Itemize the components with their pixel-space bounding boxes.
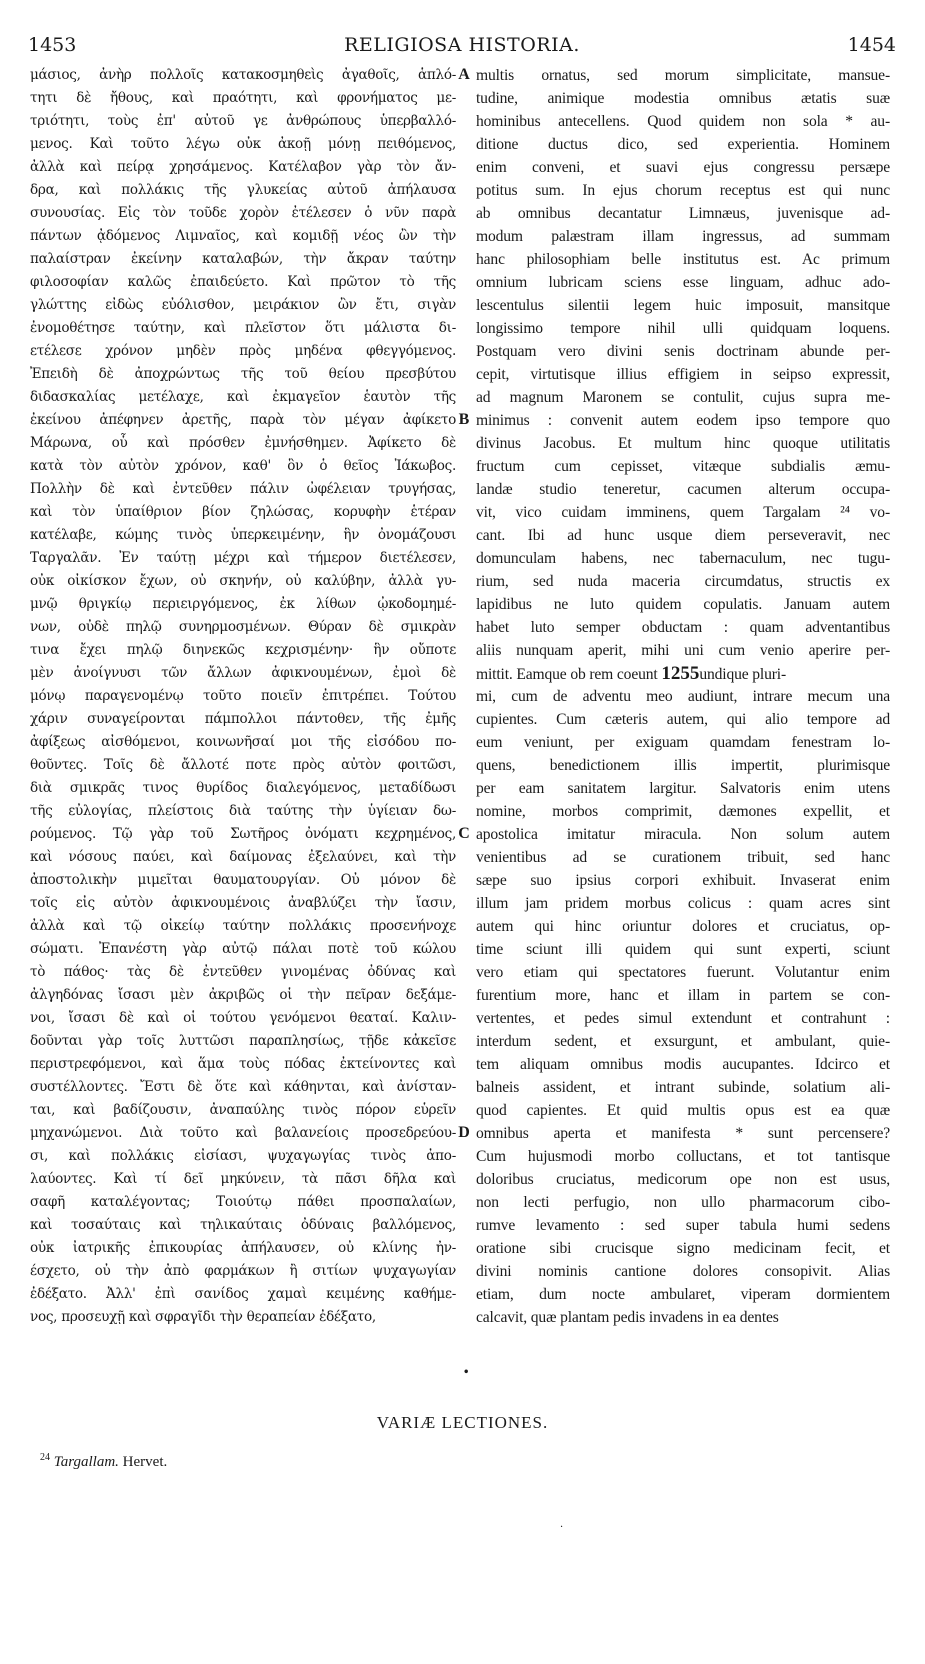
footnote-rest: Hervet. [118,1454,168,1470]
greek-line: τῆς εὐλογίας, πλείστοις διὰ ταύτης τὴν ὑγίειαν δω- [30,803,456,819]
greek-line: πάντων ᾀδόμενος Λιμναῖος, καὶ κομιδῇ νέος ὢν τὴν [30,228,456,244]
greek-line: έσχετο, οὐ τὴν ἀπὸ φαρμάκων ἢ σιτίων ψυχαγωγίαν [30,1263,456,1279]
latin-line: vit, vico cuidam imminens, quem Targalam ²⁴ vo- [476,504,890,521]
greek-line: διδασκαλίας μετέλαχε, καὶ ἐκμαγεῖον ἑαυτὸν τῆς [30,389,456,405]
latin-line: omnium lubricam sciens esse linguam, adhuc ado- [476,274,890,291]
margin-letter: B [458,411,470,428]
page-header [28,34,896,62]
latin-line: quod capientes. Et quid multis opus est ea quæ [476,1102,890,1119]
latin-line: interdum sedent, et exsurgunt, et ambulant, quie- [476,1033,890,1050]
greek-line: ἐνομοθέτησε ταύτην, καὶ πλεῖστον ὅτι μάλιστα δι- [30,320,456,336]
greek-line: Μάρωνα, οὗ καὶ πρόσθεν ἐμνήσθημεν. Ἀφίκετο δὲ [30,435,456,451]
latin-line: divinus Jacobus. Et multum hinc quoque utilitatis [476,435,890,452]
latin-line: mi, cum de adventu meo audiunt, intrare mecum una [476,688,890,705]
latin-line: cepit, virtutisque illius effigiem in seipso expressit, [476,366,890,383]
page-number-right: 1454 [847,34,896,56]
greek-line: σι, καὶ πολλάκις εἰσίασι, ψυχαγωγίας τινὸς ἀπο- [30,1148,456,1164]
greek-line: γλώττης εἰδὼς εὐόλισθον, μειράκιον ὢν ἔτι, σιγὰν [30,297,456,313]
latin-line: habet luto semper obductam : quam adventantibus [476,619,890,636]
greek-line: Πολλὴν δὲ καὶ ἐντεῦθεν πάλιν ὠφέλειαν τρυγήσας, [30,481,456,497]
latin-line: tem aliquam omnibus modis aucupantes. Idcirco et [476,1056,890,1073]
latin-line: hanc philosophiam belle institutus est. Ac primum [476,251,890,268]
latin-line: ad magnum Maronem se contulit, cujus supra me- [476,389,890,406]
greek-line: μηχανώμενοι. Διὰ τοῦτο καὶ βαλανείοις προσεδρεύου- [30,1125,456,1141]
greek-line: συστέλλοντες. Ἔστι δὲ ὅτε καὶ κάθηνται, καὶ ἀνίσταν- [30,1079,456,1095]
column-number: 1255 [661,663,700,684]
latin-line: sæpe suo ipsius corpori exhibuit. Invaserat enim [476,872,890,889]
latin-line: venientibus ad se curationem tribuit, sed hanc [476,849,890,866]
greek-line: καὶ τοσαύταις καὶ τηλικαύταις ὀδύναις βαλλόμενος, [30,1217,456,1233]
greek-line: τοῖς εἰς αὐτὸν ἀφικνουμένοις ἀναβλύζει τὴν ἴασιν, [30,895,456,911]
greek-line: λαύοντες. Καὶ τί δεῖ μηκύνειν, τὰ πᾶσι δῆλα καὶ [30,1171,456,1187]
latin-line: enim conveni, et suavi ejus congressu persæpe [476,159,890,176]
latin-line: quens, benedictionem illis impertit, plurimisque [476,757,890,774]
latin-line: rumve levamento : sed super tabula humi sedens [476,1217,890,1234]
greek-line: νος, προσευχῇ καὶ σφραγῖδι τὴν θεραπείαν ἐδέξατο, [30,1309,376,1325]
latin-line-text: undique pluri- [699,666,787,683]
greek-line: ἀλλὰ καὶ πείρᾳ χρησάμενος. Κατέλαβον γὰρ τὸν ἄν- [30,159,456,175]
latin-line: landæ studio teneretur, cacumen alterum occupa- [476,481,890,498]
latin-line: divini nominis cantione dolores consopivit. Alias [476,1263,890,1280]
greek-line: Ἐπειδὴ δὲ ἀποχρώντως τῆς τοῦ θείου πρεσβύτου [30,366,456,382]
greek-line: δοῦνται γὰρ τοῖς λυττῶσι παραπλησίως, τῇδε κἀκεῖσε [30,1033,456,1049]
greek-line: ρούμενος. Τῷ γὰρ τοῦ Σωτῆρος ὀνόματι κεχρημένος, [30,826,456,842]
greek-line: διὰ σμικρᾶς τινος θυρίδος διαλεγόμενος, μεταδίδωσι [30,780,456,796]
latin-line: lapidibus ne luto quidem copulatis. Januam autem [476,596,890,613]
latin-line: apostolica imitatur miracula. Non solum autem [476,826,890,843]
latin-line: eum veniunt, per exiguam quamdam fenestram lo- [476,734,890,751]
latin-line: oratione sibi crucisque signo medicinam fecit, et [476,1240,890,1257]
latin-line: ab omnibus decantatur Limnæus, juvenisque ad- [476,205,890,222]
latin-line: illum jam pridem morbus colicus : quam acres sint [476,895,890,912]
greek-line: νοι, ἴσασι δὲ καὶ οἱ τούτου γενόμενοι θεαταί. Καλιν- [30,1010,456,1026]
latin-line: longissimo tempore nihil ulli quidquam loquens. [476,320,890,337]
greek-line: ἐκείνου ἀπέφηνεν ἀρετῆς, παρὰ τὸν μέγαν ἀφίκετο [30,412,456,428]
footnote [40,1452,167,1471]
footnote-number: 24 [40,1452,50,1463]
latin-line: modum palæstram illam ingressus, ad summam [476,228,890,245]
greek-line: οὐκ οἰκίσκον ἔχων, οὐ σκηνήν, οὐ καλύβην, ἀλλὰ γυ- [30,573,456,589]
greek-line: θοῦντες. Τοῖς δὲ ἄλλοτέ ποτε πρὸς αὐτὸν φοιτῶσι, [30,757,456,773]
greek-line: νων, οὐδὲ πηλῷ συνηρμοσμένων. Θύραν δὲ σμικρὰν [30,619,456,635]
greek-line: ἀποστολικὴν μιμεῖται θαυματουργίαν. Οὐ μόνον δὲ [30,872,456,888]
greek-column [30,64,456,1329]
latin-line: doloribus cruciatus, medicorum ope non est usus, [476,1171,890,1188]
greek-line: φιλοσοφίαν καλῶς ἐπαιδεύετο. Καὶ πρῶτον τὸ τῆς [30,274,456,290]
greek-line: οὐκ ἰατρικῆς ἐπικουρίας ἀπήλαυσεν, οὐ κλίνης ἠν- [30,1240,456,1256]
ornament-dot: • [463,1367,470,1378]
greek-line: ἀφίξεως αἰσθόμενοι, κοινωνῆσαί μοι τῆς εἰσόδου πο- [30,734,456,750]
greek-line: κατέλαβε, κώμης τινὸς ὑπερκειμένην, ἣν ὀνομάζουσι [30,527,456,543]
latin-line: multis ornatus, sed morum simplicitate, mansue- [476,67,890,84]
greek-line: τινα ἔχει πηλῷ διηνεκῶς κεχρισμένην· ἣν οὔποτε [30,642,456,658]
latin-line: Postquam vero divini senis doctrinam abunde per- [476,343,890,360]
latin-line: calcavit, quæ plantam pedis invadens in ea dentes [476,1309,779,1326]
ornament-dot-bottom: · [560,1522,564,1533]
latin-line: omnibus aperta et manifesta * sunt percensere? [476,1125,890,1142]
greek-line: ἀλγηδόνας ἴσασι μὲν ἀκριβῶς οἱ τὴν πεῖραν δεξάμε- [30,987,456,1003]
latin-line: etiam, dum nocte ambularet, viperam dormientem [476,1286,890,1303]
latin-line: vertentes, et pedes simul extendunt et contrahunt : [476,1010,890,1027]
greek-line: ετέλεσε χρόνον μηδὲν πρὸς μηδένα φθεγγόμενος. [30,343,456,359]
greek-line: δρα, καὶ πολλάκις τῆς γλυκείας αὐτοῦ ἀπήλαυσα [30,182,456,198]
greek-line: Ταργαλᾶν. Ἐν ταύτῃ μέχρι καὶ τήμερον διετέλεσεν, [30,550,456,566]
latin-line: domunculam habens, nec tabernaculum, nec tugu- [476,550,890,567]
page-number-left: 1453 [28,34,77,56]
greek-line: μάσιος, ἀνὴρ πολλοῖς κατακοσμηθεὶς ἀγαθοῖς, ἁπλό- [30,67,456,83]
greek-line: μόνῳ παραγενομένῳ τοῦτο ποιεῖν ἐπιτρέπει. Τούτου [30,688,456,704]
latin-line: cupientes. Cum cæteris autem, qui alio tempore ad [476,711,890,728]
margin-letter: D [458,1124,470,1141]
latin-line-text: mittit. Eamque ob rem coeunt [476,666,658,683]
greek-line: συνουσίας. Εἰς τὸν τοῦδε χορὸν ἐτέλεσεν ὁ νῦν παρὰ [30,205,456,221]
latin-line: rium, sed nuda maceria circumdatus, structis ex [476,573,890,590]
greek-line: τητι δὲ ἤθους, καὶ πραότητι, καὶ φρονήματος με- [30,90,456,106]
greek-line: μὲν ἀνοίγνυσι τῶν ἄλλων ἀφικνουμένων, ἐμοὶ δὲ [30,665,456,681]
latin-line: aliis nunquam aperit, mihi uni cum venio aperire per- [476,642,890,659]
latin-line: potitus sum. In ejus chorum receptus est qui nunc [476,182,890,199]
greek-line: ται, καὶ βαδίζουσιν, ἀναπαύλης τινὸς πόρον εὑρεῖν [30,1102,456,1118]
latin-line: Cum hujusmodi morbo colluctans, et tot tantisque [476,1148,890,1165]
latin-line: cant. Ibi ad hunc usque diem perseveravit, nec [476,527,890,544]
latin-line: time sciunt illi quidem qui sunt experti, sciunt [476,941,890,958]
greek-line: σώματι. Ἐπανέστη γὰρ αὐτῷ πάλαι ποτὲ τοῦ κώλου [30,941,456,957]
latin-line: nomine, morbos comprimit, dæmones expellit, et [476,803,890,820]
footnote-italic: Targallam. [53,1454,119,1470]
latin-line: minimus : convenit autem eodem ipso tempore quo [476,412,890,429]
margin-letter: C [458,825,470,842]
variae-lectiones-heading: VARIÆ LECTIONES. [376,1413,549,1432]
greek-line: κατὰ τὸν αὐτὸν χρόνον, καθ' ὃν ὁ θεῖος Ἰάκωβος. [30,458,456,474]
greek-line: μνῷ θριγκίῳ περιειργόμενος, ἐκ λίθων ᾠκοδομημέ- [30,596,456,612]
greek-line: περιστρεφόμενοι, καὶ ἅμα τοὺς πόδας ἐκτείνοντες καὶ [30,1056,456,1072]
latin-line: vero etiam qui spectatores fuerunt. Volutantur enim [476,964,890,981]
greek-line: μενος. Καὶ τοῦτο λέγω οὐκ ἀκοῇ μόνῃ πειθόμενος, [30,136,456,152]
greek-line: ἐδέξατο. Ἀλλ' ἐπὶ σανίδος χαμαὶ κειμένης καθήμε- [30,1286,456,1302]
latin-line: non lecti perfugio, non ullo pharmacorum cibo- [476,1194,890,1211]
latin-line: autem qui hinc oriuntur dolores et cruciatus, op- [476,918,890,935]
greek-line: χάριν συναγείρονται πάμπολλοι πάντοθεν, τῆς ἐμῆς [30,711,456,727]
latin-line: balneis assident, et intrant subinde, solatium ali- [476,1079,890,1096]
latin-line: per eam sanitatem largitur. Salvatoris enim utens [476,780,890,797]
greek-line: τὸ πάθος· τὰς δὲ ἐντεῦθεν γινομένας ὀδύνας καὶ [30,964,456,980]
latin-line: hominibus antecellens. Quod quidem non sola * au- [476,113,890,130]
latin-line: ditione ductus dico, sed experientia. Hominem [476,136,890,153]
latin-line: furentium more, hanc et illam in partem se con- [476,987,890,1004]
greek-line: ἀλλὰ καὶ τῷ οἰκείῳ ταύτην πολλάκις προσενήνοχε [30,918,456,934]
latin-line: tudine, animique modestia omnibus ætatis suæ [476,90,890,107]
margin-letter: A [458,66,470,83]
latin-line: fructum cum cepisset, vitæque subdialis æmu- [476,458,890,475]
running-title: RELIGIOSA HISTORIA. [344,34,580,56]
greek-line: παλαίστραν ἐκείνην καταλαβών, τὴν ἄκραν ταύτην [30,251,456,267]
latin-line [476,662,890,685]
greek-line: τριότητι, τοὺς ἐπ' αὐτοῦ γε ἀνθρώπους ὑπερβαλλό- [30,113,456,129]
latin-line: lescentulus silentii legem huic imposuit, mansitque [476,297,890,314]
greek-line: καὶ νόσους παύει, καὶ δαίμονας ἐξελαύνει, καὶ τὴν [30,849,456,865]
latin-column [476,64,890,1329]
greek-line: σαφῆ καταλέγοντας; Τοιούτῳ πάθει προσπαλαίων, [30,1194,456,1210]
greek-line: καὶ τὸν ὑπαίθριον βίον ζηλώσας, κορυφὴν ἑτέραν [30,504,456,520]
